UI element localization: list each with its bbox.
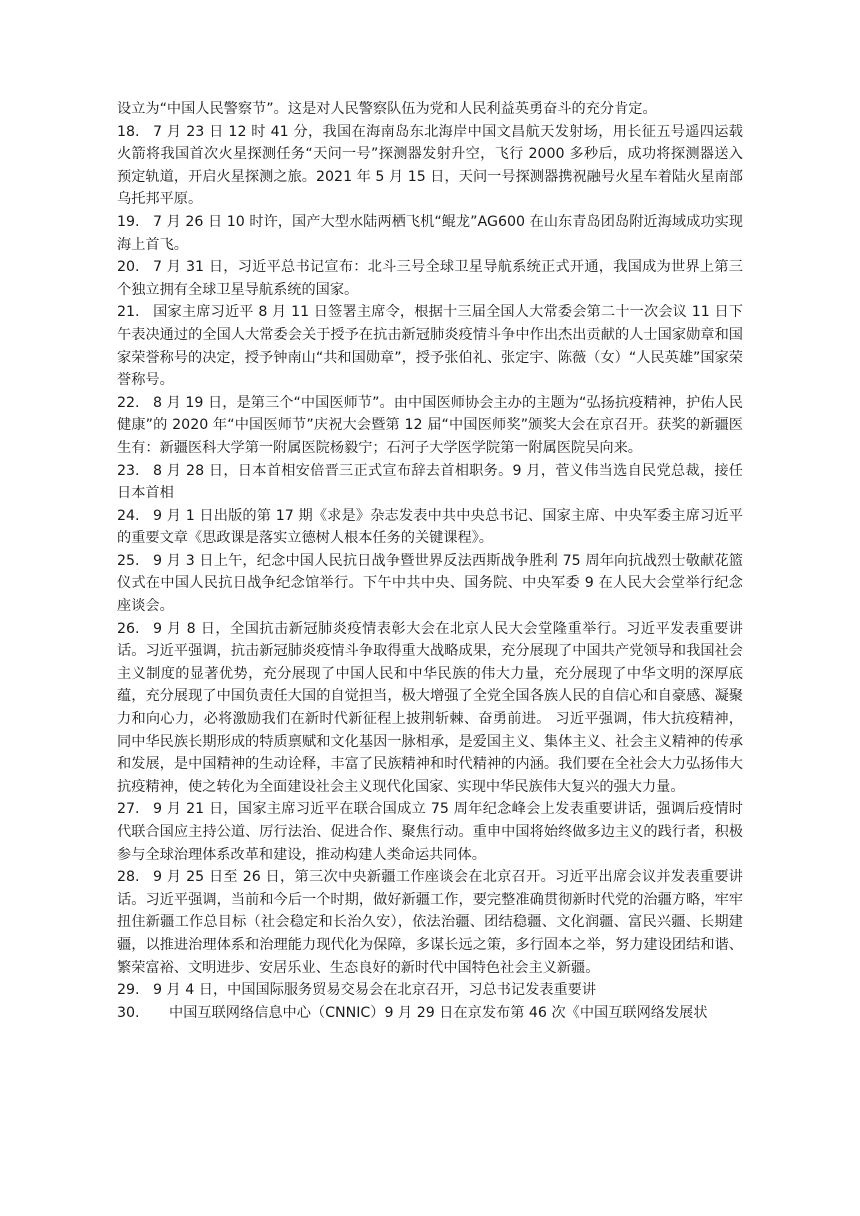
paragraph-text: 设立为“中国人民警察节”。这是对人民警察队伍为党和人民利益英勇奋斗的充分肯定。	[117, 101, 657, 117]
item-number: 30.	[117, 1004, 140, 1021]
list-item-26	[117, 618, 743, 799]
list-item-24	[117, 505, 743, 550]
item-text: 9 月 4 日，中国国际服务贸易交易会在北京召开，习总书记发表重要讲	[153, 982, 597, 999]
list-item-30	[117, 1002, 743, 1025]
item-number: 23.	[117, 462, 140, 479]
list-item-22	[117, 392, 743, 460]
item-number: 27.	[117, 801, 140, 818]
item-text: 9 月 3 日上午，纪念中国人民抗日战争暨世界反法西斯战争胜利 75 周年向抗战烈士敬献花篮仪式在中国人民抗日战争纪念馆举行。下午中共中央、国务院、中央军委 9 在人民大会堂举行纪念座谈会。	[117, 552, 743, 615]
list-item-28	[117, 866, 743, 979]
item-number: 24.	[117, 507, 140, 524]
item-text: 8 月 19 日，是第三个“中国医师节”。由中国医师协会主办的主题为“弘扬抗疫精神，护佑人民健康”的 2020 年“中国医师节”庆祝大会暨第 12 届“中国医师奖”颁奖大会在京召开。获奖的新疆医生有：新疆医科大学第一附属医院杨毅宁；石河子大学医学院第一附属医院吴向来。	[117, 394, 743, 456]
item-text: 7 月 26 日 10 时许，国产大型水陆两栖飞机“鲲龙”AG600 在山东青岛团岛附近海域成功实现海上首飞。	[117, 213, 743, 253]
item-text: 国家主席习近平 8 月 11 日签署主席令，根据十三届全国人大常委会第二十一次会议 11 日下午表决通过的全国人大常委会关于授予在抗击新冠肺炎疫情斗争中作出杰出贡献的人士国家勋章和国家荣誉称号的决定，授予钟南山“共和国勋章”，授予张伯礼、张定宇、陈薇（女）“人民英雄”国家荣誉称号。	[117, 304, 743, 389]
item-number: 21.	[117, 304, 140, 321]
list-item-29	[117, 979, 743, 1002]
item-text: 8 月 28 日，日本首相安倍晋三正式宣布辞去首相职务。9 月，菅义伟当选自民党总裁，接任日本首相	[117, 462, 743, 502]
item-text: 9 月 1 日出版的第 17 期《求是》杂志发表中共中央总书记、国家主席、中央军委主席习近平的重要文章《思政课是落实立德树人根本任务的关键课程》。	[117, 507, 743, 547]
list-item-19	[117, 211, 743, 256]
item-text: 9 月 21 日，国家主席习近平在联合国成立 75 周年纪念峰会上发表重要讲话，强调后疫情时代联合国应主持公道、厉行法治、促进合作、聚焦行动。重申中国将始终做多边主义的践行者，积极参与全球治理体系改革和建设，推动构建人类命运共同体。	[117, 801, 743, 863]
list-item-27	[117, 798, 743, 866]
item-text: 9 月 8 日，全国抗击新冠肺炎疫情表彰大会在北京人民大会堂隆重举行。习近平发表重要讲话。习近平强调，抗击新冠肺炎疫情斗争取得重大战略成果，充分展现了中国共产党领导和我国社会主义制度的显著优势，充分展现了中国人民和中华民族的伟大力量，充分展现了中华文明的深厚底蕴，充分展现了中国负责任大国的自觉担当，极大增强了全党全国各族人民的自信心和自豪感、凝聚力和向心力，必将激励我们在新时代新征程上披荆斩棘、奋勇前进。 习近平强调，伟大抗疫精神，同中华民族长期形成的特质禀赋和文化基因一脉相承，是爱国主义、集体主义、社会主义精神的传承和发展，是中国精神的生动诠释，丰富了民族精神和时代精神的内涵。我们要在全社会大力弘扬伟大抗疫精神，使之转化为全面建设社会主义现代化国家、实现中华民族伟大复兴的强大力量。	[117, 620, 743, 795]
paragraph-continuation	[117, 98, 743, 121]
item-number: 18.	[117, 123, 140, 140]
item-text: 7 月 23 日 12 时 41 分，我国在海南岛东北海岸中国文昌航天发射场，用长征五号遥四运载火箭将我国首次火星探测任务“天问一号”探测器发射升空，飞行 2000 多秒后，成功将探测器送入预定轨道，开启火星探测之旅。2021 年 5 月 15 日，天问一号探测器携祝融号火星车着陆火星南部乌托邦平原。	[117, 123, 743, 208]
list-item-25	[117, 550, 743, 618]
item-number: 19.	[117, 213, 140, 230]
item-number: 25.	[117, 552, 140, 569]
document-page	[117, 98, 743, 1024]
list-item-18	[117, 121, 743, 211]
item-number: 22.	[117, 394, 140, 411]
item-text: 9 月 25 日至 26 日，第三次中央新疆工作座谈会在北京召开。习近平出席会议并发表重要讲话。习近平强调，当前和今后一个时期，做好新疆工作，要完整准确贯彻新时代党的治疆方略，牢牢扭住新疆工作总目标（社会稳定和长治久安），依法治疆、团结稳疆、文化润疆、富民兴疆、长期建疆，以推进治理体系和治理能力现代化为保障，多谋长远之策，多行固本之举，努力建设团结和谐、繁荣富裕、文明进步、安居乐业、生态良好的新时代中国特色社会主义新疆。	[117, 869, 743, 976]
list-item-21	[117, 301, 743, 391]
item-number: 26.	[117, 620, 140, 637]
item-text: 中国互联网络信息中心（CNNIC）9 月 29 日在京发布第 46 次《中国互联网络发展状	[169, 1004, 708, 1021]
item-number: 20.	[117, 259, 140, 276]
item-number: 28.	[117, 869, 140, 886]
list-item-23	[117, 460, 743, 505]
item-number: 29.	[117, 982, 140, 999]
list-item-20	[117, 256, 743, 301]
item-text: 7 月 31 日，习近平总书记宣布：北斗三号全球卫星导航系统正式开通，我国成为世界上第三个独立拥有全球卫星导航系统的国家。	[117, 259, 743, 298]
